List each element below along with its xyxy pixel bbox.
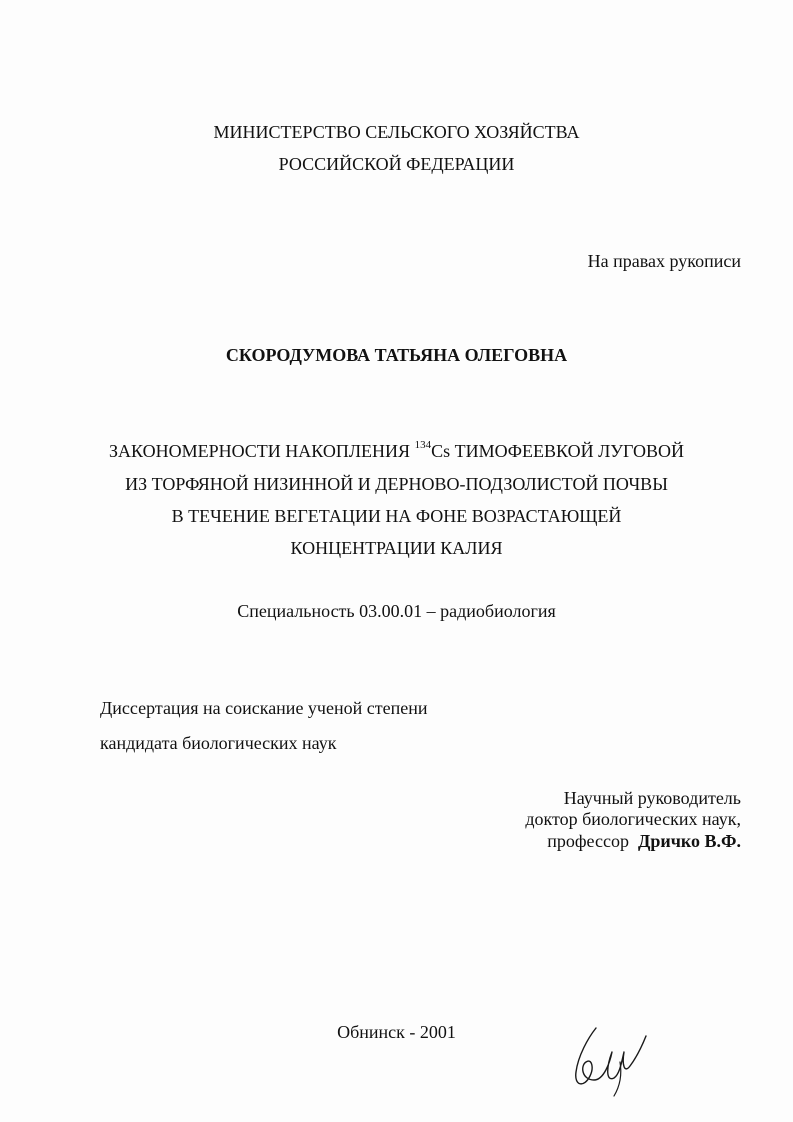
title-line-4: КОНЦЕНТРАЦИИ КАЛИЯ xyxy=(290,538,503,558)
dissertation-line-2: кандидата биологических наук xyxy=(100,733,337,753)
ministry-line-2: РОССИЙСКОЙ ФЕДЕРАЦИИ xyxy=(278,154,515,174)
title-line-2: ИЗ ТОРФЯНОЙ НИЗИННОЙ И ДЕРНОВО-ПОДЗОЛИСТОЙ ПОЧВЫ xyxy=(125,474,668,494)
title-line-1-after: Cs ТИМОФЕЕВКОЙ ЛУГОВОЙ xyxy=(431,441,684,461)
supervisor-line-3 xyxy=(547,830,741,852)
supervisor-line-2: доктор биологических наук, xyxy=(525,809,741,829)
ministry-line-1: МИНИСТЕРСТВО СЕЛЬСКОГО ХОЗЯЙСТВА xyxy=(213,122,580,142)
title-line-1-before: ЗАКОНОМЕРНОСТИ НАКОПЛЕНИЯ xyxy=(109,441,415,461)
supervisor-title: профессор xyxy=(547,831,629,851)
signature-icon xyxy=(566,1022,650,1100)
supervisor-name: Дричко В.Ф. xyxy=(637,831,741,851)
isotope-mass-number: 134 xyxy=(414,439,432,451)
title-line-1 xyxy=(0,440,793,462)
author-name: СКОРОДУМОВА ТАТЬЯНА ОЛЕГОВНА xyxy=(225,345,568,365)
title-line-3: В ТЕЧЕНИЕ ВЕГЕТАЦИИ НА ФОНЕ ВОЗРАСТАЮЩЕЙ xyxy=(171,506,622,526)
specialty-line: Специальность 03.00.01 – радиобиология xyxy=(237,601,556,621)
manuscript-note: На правах рукописи xyxy=(587,251,741,271)
supervisor-line-1: Научный руководитель xyxy=(563,788,741,808)
city-year: Обнинск - 2001 xyxy=(337,1022,456,1042)
dissertation-line-1: Диссертация на соискание ученой степени xyxy=(100,698,428,718)
